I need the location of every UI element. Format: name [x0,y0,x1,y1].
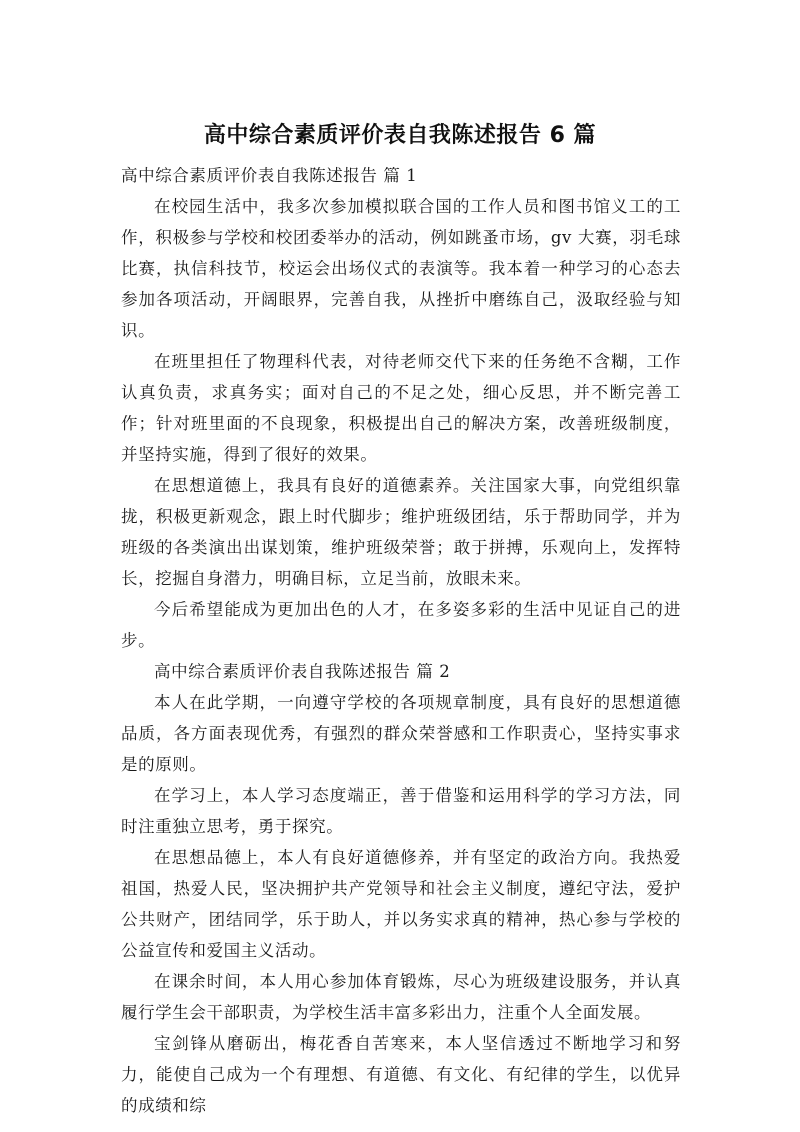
section-2-paragraph-3: 在思想品德上，本人有良好道德修养，并有坚定的政治方向。我热爱祖国，热爱人民，坚决拥护共产党领导和社会主义制度，遵纪守法，爱护公共财产，团结同学，乐于助人，并以务实求真的精神，热心参与学校的公益宣传和爱国主义活动。 [121,848,681,960]
section-2-paragraph-1: 本人在此学期，一向遵守学校的各项规章制度，具有良好的思想道德品质，各方面表现优秀，有强烈的群众荣誉感和工作职责心，坚持实事求是的原则。 [121,693,681,774]
section-2-paragraph-4: 在课余时间，本人用心参加体育锻炼，尽心为班级建设服务，并认真履行学生会干部职责，为学校生活丰富多彩出力，注重个人全面发展。 [121,972,681,1022]
section-2-paragraph-2: 在学习上，本人学习态度端正，善于借鉴和运用科学的学习方法，同时注重独立思考，勇于探究。 [121,786,681,836]
section-1-heading: 高中综合素质评价表自我陈述报告 篇 1 [121,166,418,185]
section-1-paragraph-4: 今后希望能成为更加出色的人才，在多姿多彩的生活中见证自己的进步。 [121,600,681,650]
section-1-paragraph-2: 在班里担任了物理科代表，对待老师交代下来的任务绝不含糊，工作认真负责，求真务实；面对自己的不足之处，细心反思，并不断完善工作；针对班里面的不良现象，积极提出自己的解决方案，改善班级制度，并坚持实施，得到了很好的效果。 [121,352,681,464]
document-title: 高中综合素质评价表自我陈述报告 6 篇 [203,123,597,148]
section-2-heading: 高中综合素质评价表自我陈述报告 篇 2 [154,662,451,681]
section-2-paragraph-5: 宝剑锋从磨砺出，梅花香自苦寒来，本人坚信透过不断地学习和努力，能使自己成为一个有理想、有道德、有文化、有纪律的学生，以优异的成绩和综 [121,1034,681,1115]
section-1-paragraph-3: 在思想道德上，我具有良好的道德素养。关注国家大事，向党组织靠拢，积极更新观念，跟上时代脚步；维护班级团结，乐于帮助同学，并为班级的各类演出出谋划策，维护班级荣誉；敢于拼搏，乐观向上，发挥特长，挖掘自身潜力，明确目标，立足当前，放眼未来。 [121,476,681,588]
section-1-paragraph-1: 在校园生活中，我多次参加模拟联合国的工作人员和图书馆义工的工作，积极参与学校和校团委举办的活动，例如跳蚤市场，gv 大赛，羽毛球比赛，执信科技节，校运会出场仪式的表演等。我本着一种学习的心态去参加各项活动，开阔眼界，完善自我，从挫折中磨练自己，汲取经验与知识。 [121,197,681,340]
document-body [121,160,681,1121]
